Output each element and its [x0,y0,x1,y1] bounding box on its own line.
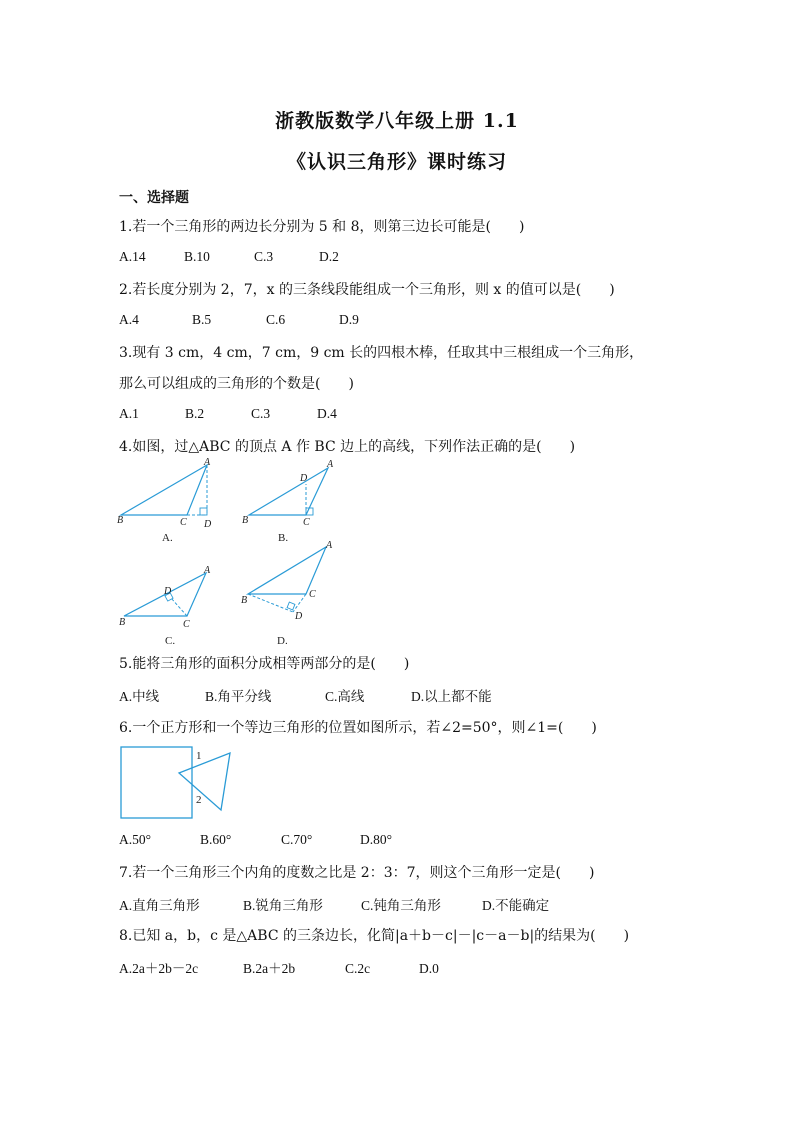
option-a[interactable]: A.直角三角形 [119,898,200,913]
figure-c[interactable] [119,565,211,647]
label-c: C [309,589,316,600]
label-a: A [204,565,211,576]
option-a[interactable]: A.50° [119,832,152,847]
option-a[interactable]: A.中线 [119,689,160,704]
question-1-options [119,249,339,265]
caption-c: C. [165,635,176,647]
label-b: B [242,515,249,526]
label-c: C [180,517,187,528]
option-d[interactable]: D.不能确定 [482,898,550,913]
angle-1-label: 1 [196,750,202,762]
caption-b: B. [278,532,289,544]
option-c[interactable]: C.3 [254,249,274,264]
question-6-options [119,832,392,848]
option-c[interactable]: C.高线 [325,689,365,704]
option-d[interactable]: D.4 [317,406,337,421]
option-a[interactable]: A.14 [119,249,146,264]
option-a[interactable]: A.1 [119,406,139,421]
label-c: C [303,517,310,528]
label-a: A [204,457,211,468]
option-a[interactable]: A.4 [119,312,139,327]
label-a: A [327,459,334,470]
figure-a[interactable] [117,457,212,544]
question-5-options [119,685,492,705]
figure-b[interactable] [242,459,334,544]
label-a: A [326,540,333,551]
question-3-options [119,406,337,422]
option-c[interactable]: C.70° [281,832,313,847]
question-2: 2.若长度分别为 2，7，x 的三条线段能组成一个三角形，则 x 的值可以是( ) [119,282,615,298]
label-d: D [164,586,172,597]
question-6-figure [115,742,245,824]
question-7-options [119,894,549,914]
question-3: 3.现有 3 cm，4 cm，7 cm，9 cm 长的四根木棒，任取其中三根组成一个三角形， [119,345,644,361]
option-c[interactable]: C.钝角三角形 [361,898,441,913]
page-title: 浙教版数学八年级上册 1.1 [275,110,519,132]
section-heading: 一、选择题 [119,190,189,206]
option-c[interactable]: C.3 [251,406,271,421]
option-b[interactable]: B.5 [192,312,212,327]
option-d[interactable]: D.80° [360,832,393,847]
page-subtitle: 《认识三角形》课时练习 [286,151,507,173]
option-d[interactable]: D.以上都不能 [411,689,492,704]
option-c[interactable]: C.6 [266,312,286,327]
option-b[interactable]: B.2 [185,406,205,421]
question-7: 7.若一个三角形三个内角的度数之比是 2：3：7，则这个三角形一定是( ) [119,865,595,881]
label-d: D [295,611,303,622]
option-d[interactable]: D.9 [339,312,359,327]
label-d: D [300,473,308,484]
square-shape [121,747,192,818]
caption-a: A. [162,532,173,544]
option-c[interactable]: C.2c [345,961,371,976]
question-4: 4.如图，过△ABC 的顶点 A 作 BC 边上的高线，下列作法正确的是( ) [119,439,576,455]
option-d[interactable]: D.0 [419,961,439,976]
question-8-options [119,957,439,977]
option-b[interactable]: B.10 [184,249,210,264]
question-8: 8.已知 a，b，c 是△ABC 的三条边长，化简|a＋b－c|－|c－a－b|的结果为( ) [119,928,630,944]
option-b[interactable]: B.角平分线 [205,689,272,704]
label-b: B [241,595,248,606]
option-b[interactable]: B.60° [200,832,232,847]
question-1: 1.若一个三角形的两边长分别为 5 和 8，则第三边长可能是( ) [119,219,525,235]
label-b: B [117,515,124,526]
label-d: D [204,519,212,530]
label-b: B [119,617,126,628]
triangle-shape [179,753,230,810]
option-b[interactable]: B.2a＋2b [243,961,296,976]
question-3-line-2: 那么可以组成的三角形的个数是( ) [119,376,354,392]
option-a[interactable]: A.2a＋2b－2c [119,961,199,976]
option-b[interactable]: B.锐角三角形 [243,898,323,913]
caption-d: D. [277,635,288,647]
label-c: C [183,619,190,630]
figure-d[interactable] [241,540,333,647]
option-d[interactable]: D.2 [319,249,339,264]
question-2-options [119,312,359,328]
question-6: 6.一个正方形和一个等边三角形的位置如图所示，若∠2=50°，则∠1=( ) [119,720,597,736]
question-4-figures [115,455,365,655]
angle-2-label: 2 [196,794,202,806]
question-5: 5.能将三角形的面积分成相等两部分的是( ) [119,656,410,672]
